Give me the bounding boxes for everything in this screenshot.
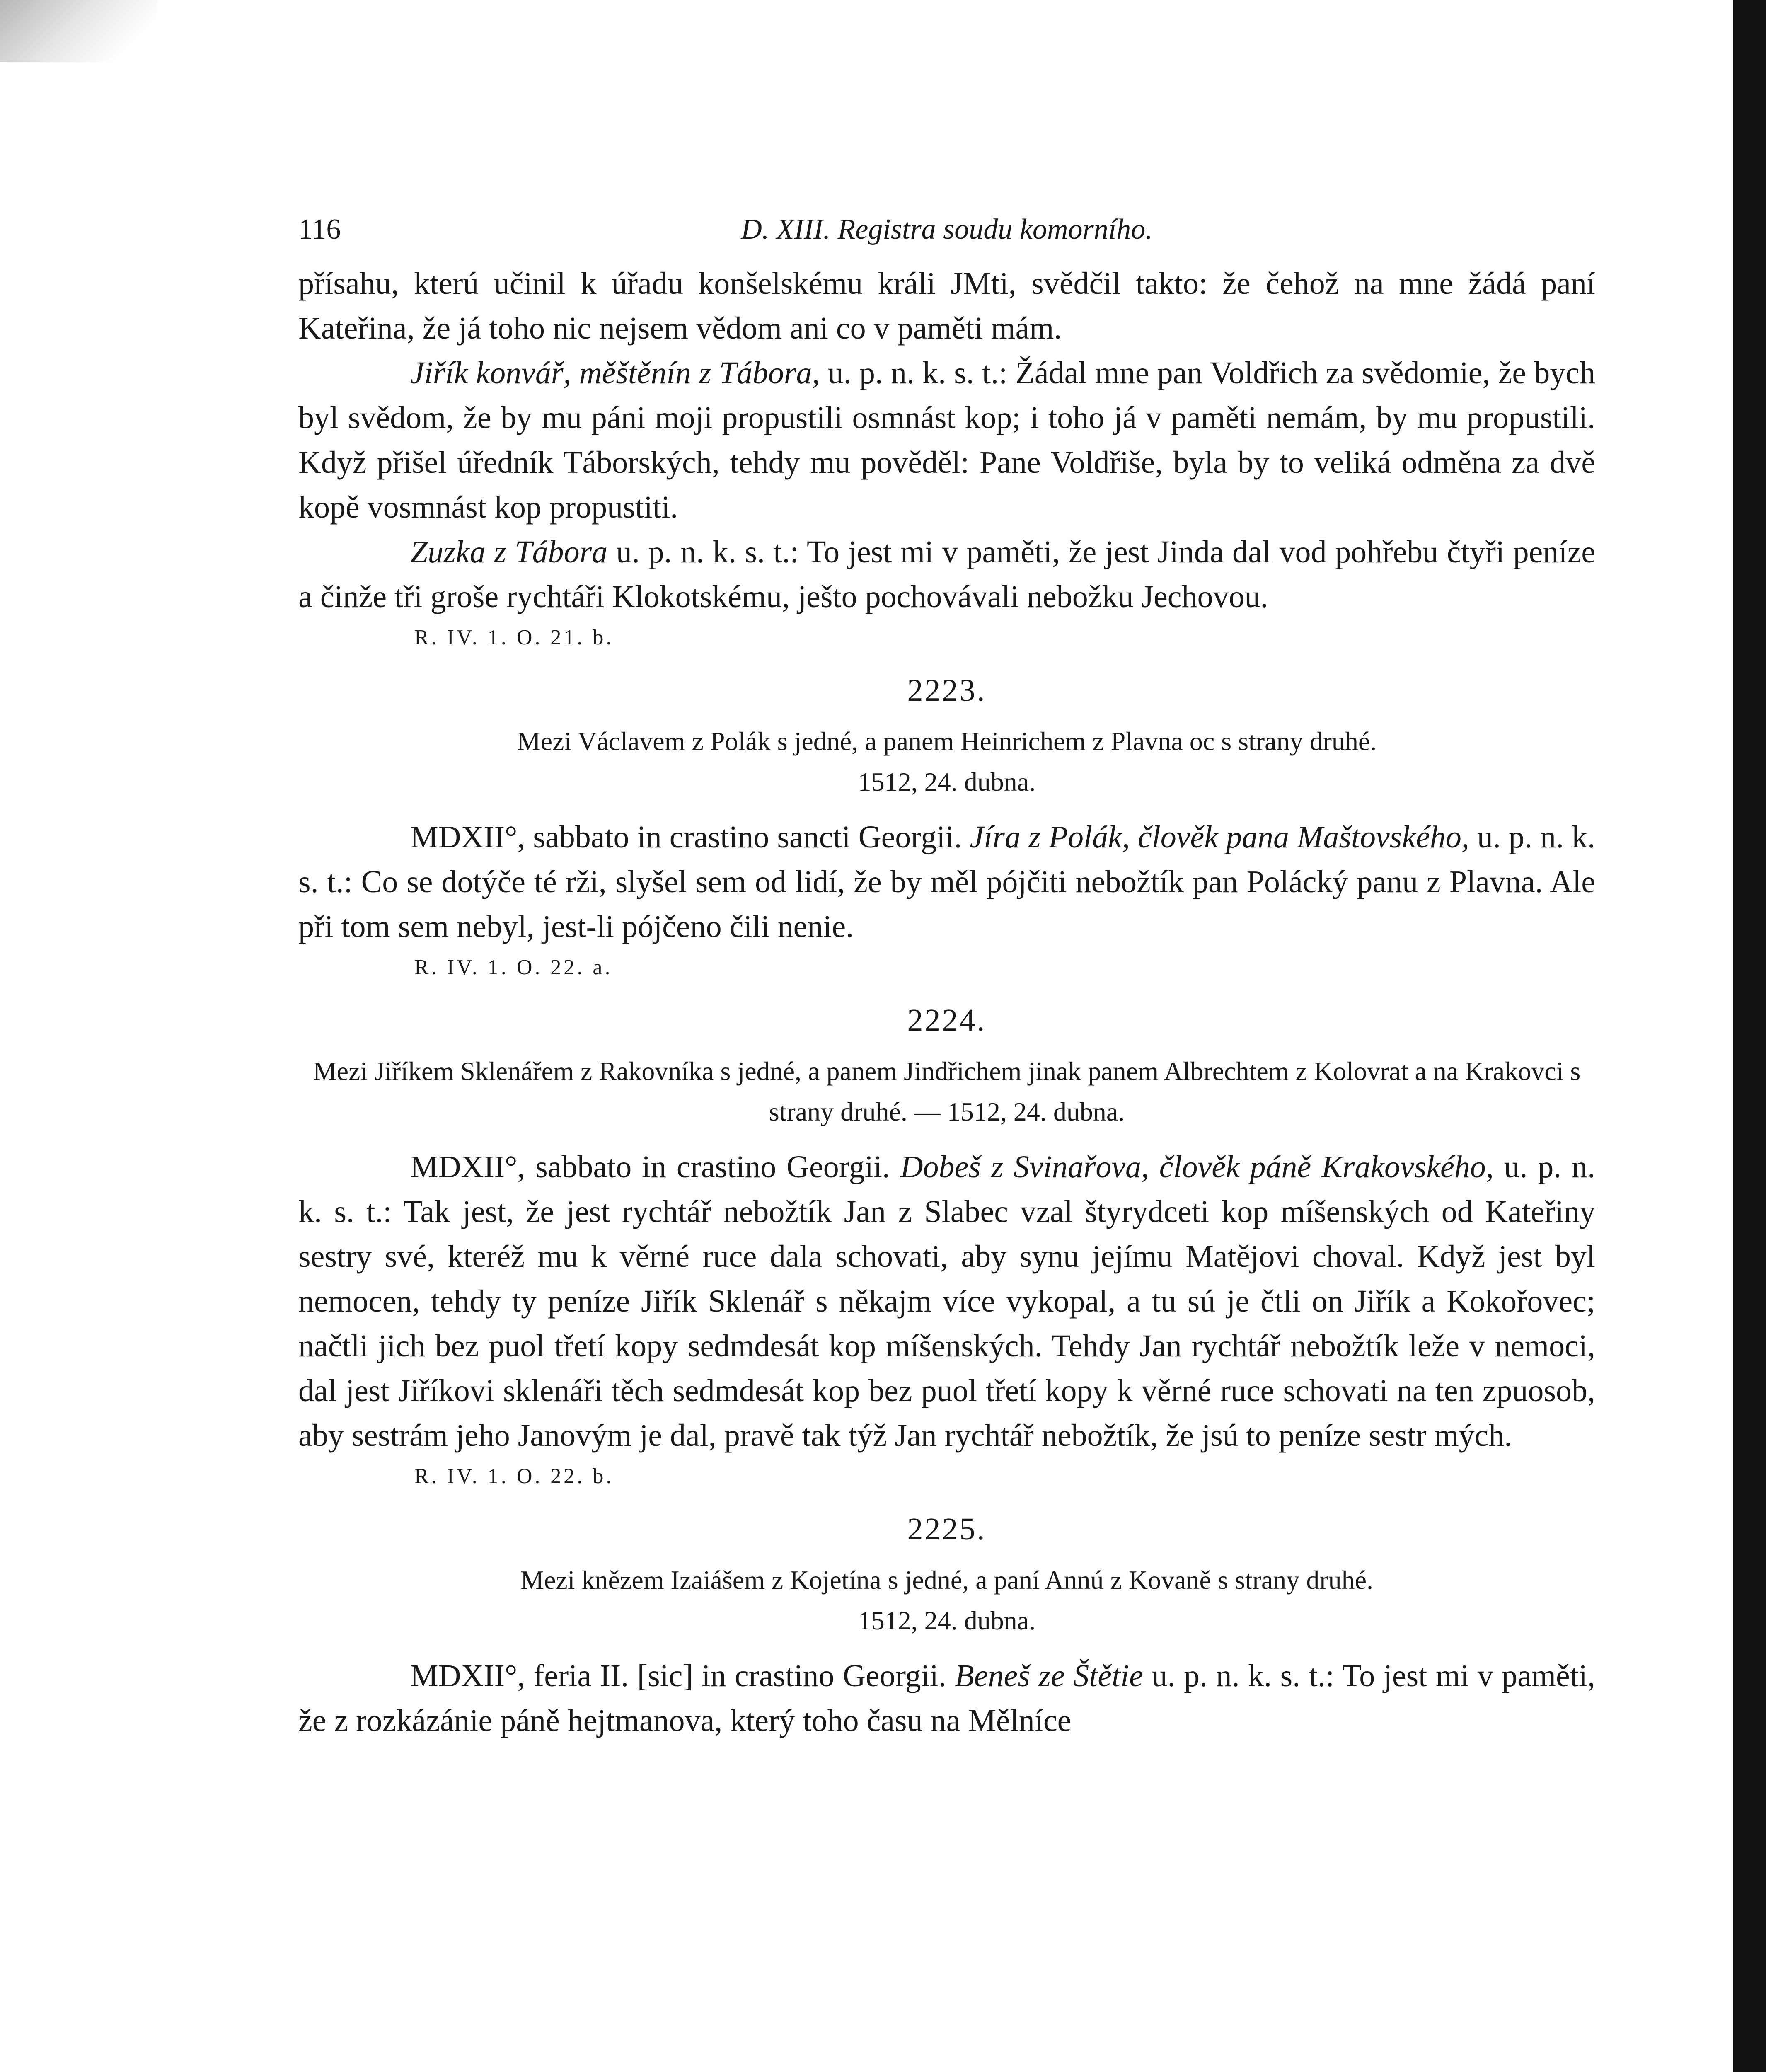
paragraph bbox=[298, 815, 1595, 949]
paragraph-lead: MDXII°, sabbato in crastino Georgii. bbox=[410, 1150, 900, 1184]
entry-number: 2223. bbox=[907, 673, 987, 708]
entry-heading: Mezi Jiříkem Sklenářem z Rakovníka s jedné, a panem Jindřichem jinak panem Albrechtem z Kolovrat a na Krakovci s strany druhé. — 1512, 24. dubna. bbox=[313, 1056, 1581, 1126]
paragraph bbox=[298, 530, 1595, 619]
running-title: D. XIII. Registra soudu komorního. bbox=[741, 213, 1153, 245]
source-reference: R. IV. 1. O. 21. b. bbox=[414, 626, 614, 649]
paragraph-text: u. p. n. k. s. t.: To jest mi v paměti, že jest Jinda dal vod pohřebu čtyři peníze a činže tři groše rychtáři Klokotskému, ješto pochovávali nebožku Jechovou. bbox=[298, 535, 1595, 614]
entry-heading: Mezi knězem Izaiášem z Kojetína s jedné, a paní Annú z Kovaně s strany druhé. bbox=[520, 1565, 1373, 1595]
paragraph-text: u. p. n. k. s. t.: Tak jest, že jest rychtář nebožtík Jan z Slabec vzal štyrydceti kop míšenských od Kateřiny sestry své, kteréž mu k věrné ruce dala schovati, aby synu jejímu Matějovi choval. Když jest byl nemocen, tehdy ty peníze Jiřík Sklenář s někajm více vykopal, a tu sú je čtli on Jiřík a Kokořovec; načtli jich bez puol třetí kopy sedmdesát kop míšenských. Tehdy Jan rychtář nebožtík leže v nemoci, dal jest Jiříkovi sklenáři těch sedmdesát kop bez puol třetí kopy k věrné ruce schovati na ten zpuosob, aby sestrám jeho Janovým je dal, pravě tak týž Jan rychtář nebožtík, že jsú to peníze sestr mých. bbox=[298, 1150, 1595, 1453]
document-page bbox=[298, 199, 1595, 1743]
paragraph-lead: MDXII°, sabbato in crastino sancti Georgii. bbox=[410, 820, 970, 854]
source-reference: R. IV. 1. O. 22. a. bbox=[414, 956, 613, 979]
page-header bbox=[298, 199, 1595, 261]
entry-number: 2224. bbox=[907, 1003, 987, 1038]
paragraph bbox=[298, 1653, 1595, 1743]
scan-border bbox=[1733, 0, 1766, 2072]
paragraph-text: u. p. n. k. s. t.: Žádal mne pan Voldřich za svědomie, že bych byl svědom, že by mu páni moji propustili osmnást kop; i toho já v paměti nemám, by mu propustili. Když přišel úředník Táborských, tehdy mu pověděl: Pane Voldřiše, byla by to veliká odměna za dvě kopě vosmnást kop propustiti. bbox=[298, 356, 1596, 525]
witness-name: Dobeš z Svinařova, člověk páně Krakovského, bbox=[900, 1150, 1494, 1184]
scan-smudge bbox=[0, 0, 157, 62]
witness-name: Zuzka z Tábora bbox=[410, 535, 608, 569]
entry-date: 1512, 24. dubna. bbox=[858, 767, 1036, 796]
paragraph-lead: MDXII°, feria II. [sic] in crastino Georgii. bbox=[410, 1658, 955, 1693]
entry-date: 1512, 24. dubna. bbox=[858, 1606, 1036, 1635]
paragraph bbox=[298, 351, 1595, 530]
source-reference: R. IV. 1. O. 22. b. bbox=[414, 1464, 614, 1488]
entry-number: 2225. bbox=[907, 1512, 987, 1547]
entry-heading: Mezi Václavem z Polák s jedné, a panem Heinrichem z Plavna oc s strany druhé. bbox=[517, 726, 1377, 756]
paragraph-text: u. p. n. k. s. t.: Co se dotýče té rži, slyšel sem od lidí, že by měl pójčiti nebožtík pan Polácký panu z Plavna. Ale při tom sem nebyl, jest-li pójčeno čili nenie. bbox=[298, 820, 1596, 944]
witness-name: Jíra z Polák, člověk pana Maštovského, bbox=[970, 820, 1469, 854]
paragraph-text: u. p. n. k. s. t.: To jest mi v paměti, že z rozkázánie páně hejtmanova, který toho času na Mělníce bbox=[298, 1658, 1595, 1738]
paragraph: přísahu, kterú učinil k úřadu konšelskému králi JMti, svědčil takto: že čehož na mne žádá paní Kateřina, že já toho nic nejsem vědom ani co v paměti mám. bbox=[298, 266, 1595, 346]
page-number: 116 bbox=[298, 213, 341, 245]
paragraph bbox=[298, 1145, 1595, 1458]
witness-name: Beneš ze Štětie bbox=[955, 1658, 1144, 1693]
witness-name: Jiřík konvář, měštěnín z Tábora, bbox=[410, 356, 820, 390]
